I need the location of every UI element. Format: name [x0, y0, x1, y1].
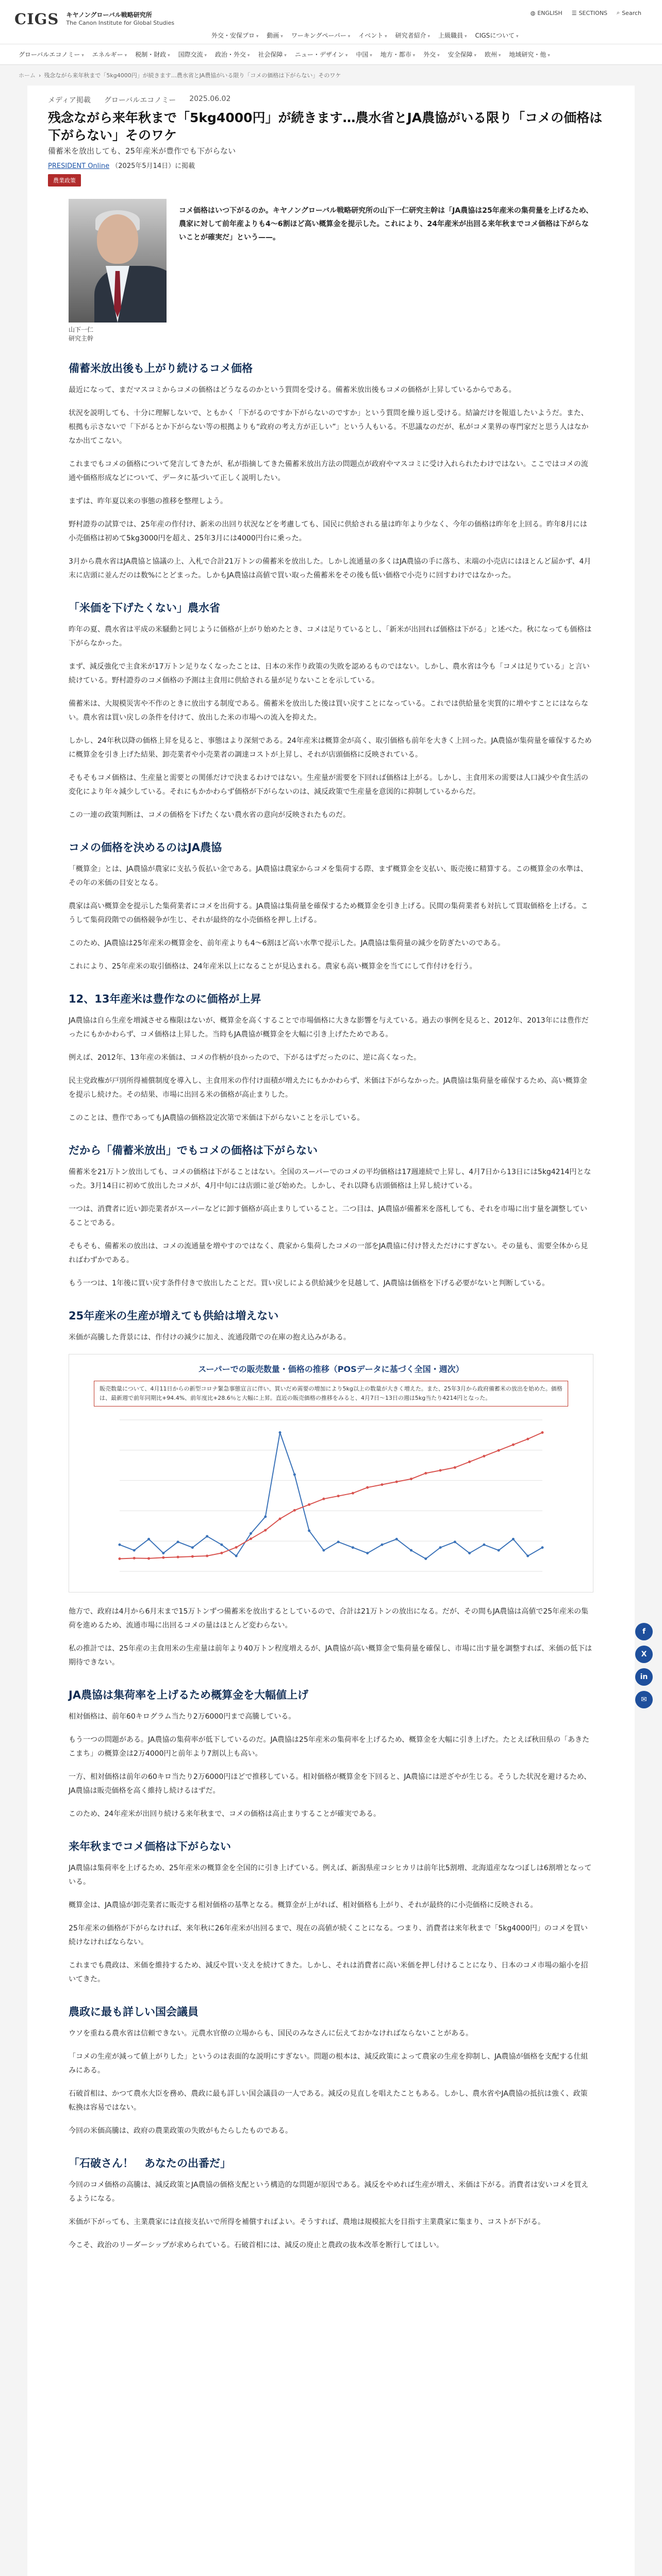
- utility-nav: [531, 9, 641, 16]
- article-body: [69, 361, 593, 1345]
- meta-theme[interactable]: グローバルエコノミー: [104, 96, 176, 105]
- quantity-point: [337, 1540, 340, 1543]
- page-title: 残念ながら来年秋まで「5kg4000円」が続きます…農水省とJA農協がいる限り「コメの価格は下がらない」そのワケ: [48, 110, 603, 143]
- quantity-point: [279, 1431, 282, 1434]
- paragraph: 一つは、消費者に近い卸売業者がスーパーなどに卸す価格が高止まりしていること。二つ目は、JA農協が備蓄米を落札しても、それを市場に出す量を調整していることである。: [69, 1205, 588, 1227]
- paragraph: そもそもコメ価格は、生産量と需要との関係だけで決まるわけではない。生産量が需要を下回れば価格は上がる。しかし、主食用米の需要は人口減少や食生活の変化により年々減少している。それにもかかわらず価格が下がらないのは、減反政策で生産量を意図的に抑制しているからだ。: [69, 774, 588, 796]
- paragraph: 農家は高い概算金を提示した集荷業者にコメを出荷する。JA農協は集荷量を確保するため概算金を引き上げる。民間の集荷業者も対抗して買取価格を上げる。こうして集荷段階での価格競争が生じ、それが最終的な小売価格を押し上げる。: [69, 902, 588, 924]
- quantity-point: [468, 1552, 471, 1554]
- language-link[interactable]: ◍ ENGLISH: [530, 9, 562, 16]
- author-photo: [69, 199, 167, 323]
- price-point: [395, 1481, 398, 1483]
- paragraph: 昨年の夏、農水省は平成の米騒動と同じように価格が上がり始めたとき、コメは足りているとし、「新米が出回れば価格は下がる」と述べた。秋になっても価格は下がらなかった。: [69, 625, 592, 648]
- paragraph: 状況を説明しても、十分に理解しないで、ともかく「下がるのですか下がらないのですか」という質問を繰り返し受ける。結論だけを報道したいようだ。また、根拠も示さないで「下がるとか下がらない等の根拠よりも“政府の考え方が正しい”」という人もいる。不思議なのだが、私がコメ業界の専門家だと思う人はなかなか出てこない。: [69, 409, 589, 445]
- price-point: [264, 1529, 267, 1532]
- nav-item[interactable]: CIGSについて ▾: [475, 31, 518, 40]
- article-body-continued: [69, 1605, 593, 2252]
- paragraph: 例えば、2012年、13年産の米価は、コメの作柄が良かったので、下がるはずだったのに、逆に高くなった。: [69, 1054, 421, 1062]
- paragraph: このため、24年産米が出回り続ける来年秋まで、コメの価格は高止まりすることが確実である。: [69, 1810, 380, 1818]
- category-item[interactable]: 社会保障 ▾: [258, 50, 286, 59]
- paragraph: そもそも、備蓄米の放出は、コメの流通量を増やすのではなく、農家から集荷したコメの一部をJA農協に付け替えただけにすぎない。その量も、需要全体から見ればわずかである。: [69, 1242, 588, 1264]
- paragraph: しかし、24年秋以降の価格上昇を見ると、事態はより深刻である。24年産米は概算金が高く、取引価格も前年を大きく上回った。JA農協が集荷量を確保するために概算金を引き上げた結果、卸売業者や小売業者の調達コストが上昇し、それが店頭価格に反映されている。: [69, 737, 592, 759]
- price-point: [220, 1552, 223, 1554]
- price-point: [177, 1556, 179, 1558]
- quantity-point: [293, 1473, 296, 1476]
- price-point: [541, 1431, 544, 1434]
- breadcrumb-separator: ›: [39, 72, 41, 79]
- quantity-point: [191, 1546, 194, 1549]
- quantity-point: [424, 1557, 427, 1560]
- paragraph: 今回の米価高騰は、政府の農業政策の失敗がもたらしたものである。: [69, 2127, 292, 2135]
- quantity-point: [410, 1549, 412, 1552]
- category-item[interactable]: 外交 ▾: [423, 50, 439, 59]
- menu-icon: ☰: [571, 9, 577, 16]
- paragraph: JA農協は自ら生産を増減させる権限はないが、概算金を高くすることで市場価格に大きな影響を与えている。過去の事例を見ると、2012年、2013年には豊作だったにもかかわらず、コメ価格は上昇した。当時もJA農協が概算金を大幅に引き上げたためである。: [69, 1016, 589, 1039]
- quantity-point: [526, 1555, 529, 1557]
- quantity-point: [133, 1549, 136, 1552]
- paragraph: もう一つの問題がある。JA農協の集荷率が低下しているのだ。JA農協は25年産米の集荷率を上げるため、概算金を大幅に引き上げた。たとえば秋田県の「あきたこまち」の概算金は2万4000円と前年より7割以上も高い。: [69, 1736, 590, 1758]
- nav-item[interactable]: 研究者紹介 ▾: [395, 31, 430, 40]
- publication-link[interactable]: PRESIDENT Online: [48, 162, 110, 170]
- paragraph: 概算金は、JA農協が卸売業者に販売する相対価格の基準となる。概算金が上がれば、相対価格も上がり、それが最終的に小売価格に反映される。: [69, 1901, 538, 1909]
- paragraph: まずは、昨年夏以来の事態の推移を整理しよう。: [69, 497, 227, 505]
- article: [27, 86, 635, 2576]
- section-heading: JA農協は集荷率を上げるため概算金を大幅値上げ: [69, 1689, 309, 1701]
- category-item[interactable]: 税制・財政 ▾: [135, 50, 170, 59]
- quantity-point: [250, 1532, 252, 1535]
- logo-line1: キヤノングローバル戦略研究所: [66, 11, 152, 19]
- author-name: 山下一仁: [69, 326, 94, 333]
- paragraph: 今回のコメ価格の高騰は、減反政策とJA農協の価格支配という構造的な問題が原因である。減反をやめれば生産が増え、米価は下がる。消費者は安いコメを買えるようになる。: [69, 2181, 589, 2203]
- search-icon: ⌕: [617, 9, 620, 16]
- quantity-point: [322, 1549, 325, 1552]
- quantity-point: [395, 1538, 398, 1540]
- paragraph: 「コメの生産が減って値上がりした」というのは表面的な説明にすぎない。問題の根本は、減反政策によって農家の生産を抑制し、JA農協が価格を支配する仕組みにある。: [69, 2053, 588, 2075]
- price-point: [352, 1492, 354, 1495]
- facebook-share-icon[interactable]: f: [635, 1623, 653, 1640]
- paragraph: 石破首相は、かつて農水大臣を務め、農政に最も詳しい国会議員の一人である。減反の見直しを唱えたこともある。しかし、農水省やJA農協の抵抗は強く、政策転換は容易ではない。: [69, 2090, 588, 2112]
- price-point: [293, 1509, 296, 1512]
- linkedin-share-icon[interactable]: in: [635, 1668, 653, 1686]
- breadcrumb: [0, 65, 662, 86]
- section-heading: だから「備蓄米放出」でもコメの価格は下がらない: [69, 1144, 318, 1157]
- section-heading: 「石破さん！ あなたの出番だ」: [69, 2157, 231, 2170]
- quantity-point: [380, 1544, 383, 1546]
- price-series-line: [120, 1433, 542, 1559]
- paragraph: 私の推計では、25年産の主食用米の生産量は前年より40万トン程度増えるが、JA農協が高い概算金で集荷量を確保し、市場に出す量を調整すれば、米価の低下は期待できない。: [69, 1645, 592, 1667]
- share-bar: [635, 1623, 653, 1708]
- category-item[interactable]: 地方・都市 ▾: [380, 50, 415, 59]
- quantity-point: [235, 1555, 238, 1557]
- quantity-point: [454, 1540, 456, 1543]
- section-heading: 25年産米の生産が増えても供給は増えない: [69, 1310, 279, 1322]
- meta-date: 2025.06.02: [189, 95, 231, 103]
- quantity-point: [308, 1530, 310, 1532]
- quantity-point: [498, 1549, 500, 1552]
- paragraph: 一方、相対価格は前年の60キロ当たり2万6000円ほどで推移している。相対価格が概算金を下回ると、JA農協には逆ざやが生じる。そうした状況を避けるため、JA農協は販売価格を高く維持し続けるはずだ。: [69, 1773, 591, 1795]
- price-point: [308, 1503, 310, 1506]
- paragraph: 備蓄米を21万トン放出しても、コメの価格は下がることはない。全国のスーパーでのコメの平均価格は17週連続で上昇し、4月7日から13日には5kg4214円となった。3月14日に初めて放出したコメが、4月中旬には店頭に並び始めた。しかし、それ以降も店頭価格は上昇し続けている。: [69, 1168, 591, 1190]
- quantity-point: [352, 1546, 354, 1549]
- price-point: [119, 1557, 121, 1560]
- nav-item[interactable]: ワーキングペーパー ▾: [291, 31, 350, 40]
- paragraph: 米価が下がっても、主業農家には直接支払いで所得を補償すればよい。そうすれば、農地は規模拡大を目指す主業農家に集まり、コストが下がる。: [69, 2218, 545, 2226]
- section-heading: 12、13年産米は豊作なのに価格が上昇: [69, 993, 261, 1005]
- breadcrumb-current: 残念ながら来年秋まで「5kg4000円」が続きます…農水省とJA農協がいる限り「コメの価格は下がらない」そのワケ: [44, 72, 341, 79]
- price-point: [366, 1486, 369, 1489]
- category-item[interactable]: エネルギー ▾: [92, 50, 127, 59]
- price-point: [498, 1449, 500, 1452]
- paragraph: JA農協は集荷率を上げるため、25年産米の概算金を全国的に引き上げている。例えば、新潟県産コシヒカリは前年比5割増、北海道産ななつぼしは6割増となっている。: [69, 1864, 592, 1886]
- global-nav: [211, 31, 518, 40]
- sales-chart-figure: [69, 1354, 593, 1592]
- price-point: [162, 1556, 164, 1559]
- chart-title: スーパーでの販売数量・価格の推移（POSデータに基づく全国・週次）: [198, 1364, 464, 1374]
- site-logo[interactable]: [14, 10, 174, 28]
- price-point: [206, 1554, 208, 1557]
- price-point: [191, 1555, 194, 1558]
- quantity-point: [162, 1552, 164, 1554]
- publication-line: [48, 160, 614, 170]
- page-subtitle: 備蓄米を放出しても、25年産米が豊作でも下がらない: [48, 146, 236, 156]
- quantity-point: [119, 1544, 121, 1546]
- paragraph: 今こそ、政治のリーダーシップが求められている。石破首相には、減反の廃止と農政の抜本改革を断行してほしい。: [69, 2241, 444, 2249]
- section-heading: コメの価格を決めるのはJA農協: [69, 841, 222, 854]
- quantity-point: [512, 1538, 515, 1540]
- price-point: [424, 1472, 427, 1475]
- price-point: [512, 1444, 515, 1446]
- quantity-point: [206, 1535, 208, 1537]
- globe-icon: ◍: [530, 9, 536, 16]
- price-point: [468, 1461, 471, 1463]
- section-heading: 「米価を下げたくない」農水省: [69, 602, 220, 614]
- category-item[interactable]: ニュー・デザイン ▾: [295, 50, 348, 59]
- paragraph: 米価が高騰した背景には、作付けの減少に加え、流通段階での在庫の抱え込みがある。: [69, 1333, 351, 1342]
- quantity-point: [439, 1546, 442, 1549]
- paragraph: これまでもコメの価格について発言してきたが、私が指摘してきた備蓄米放出方法の問題点が政府やマスコミに受け入れられたわけではない。ここではコメの流通や価格形成などについて、データに基づいて正しく説明したい。: [69, 460, 588, 482]
- category-item[interactable]: 安全保障 ▾: [448, 50, 476, 59]
- quantity-point: [220, 1544, 223, 1546]
- category-item[interactable]: 地域研究・他 ▾: [509, 50, 550, 59]
- section-heading: 農政に最も詳しい国会議員: [69, 2006, 198, 2018]
- quantity-point: [483, 1544, 485, 1546]
- price-point: [279, 1518, 282, 1520]
- section-heading: 備蓄米放出後も上がり続けるコメ価格: [69, 362, 253, 375]
- quantity-point: [147, 1538, 150, 1540]
- paragraph: 備蓄米は、大規模災害や不作のときに放出する制度である。備蓄米を放出した後は買い戻すことになっている。これでは供給量を実質的に増やすことにはならない。農水省は買い戻しの条件を付けて、放出した米の市場への流入を抑えた。: [69, 700, 588, 722]
- quantity-point: [366, 1552, 369, 1554]
- paragraph: 他方で、政府は4月から6月末まで15万トンずつ備蓄米を放出するとしているので、合計は21万トンの放出になる。だが、その間もJA農協は高値で25年産米の集荷を進めるため、流通市場に出回るコメの量はほとんど変わらない。: [69, 1607, 589, 1630]
- price-point: [147, 1557, 150, 1560]
- price-point: [235, 1546, 238, 1549]
- quantity-series-line: [120, 1433, 542, 1559]
- nav-item[interactable]: イベント ▾: [358, 31, 387, 40]
- price-point: [380, 1483, 383, 1486]
- article-meta: [48, 95, 614, 105]
- chart-area: [94, 1412, 568, 1584]
- price-point: [133, 1557, 136, 1560]
- paragraph: 最近になって、まだマスコミからコメの価格はどうなるのかという質問を受ける。備蓄米放出後もコメの価格が上昇しているからである。: [69, 386, 516, 394]
- meta-category[interactable]: メディア掲載: [48, 96, 91, 105]
- nav-item[interactable]: 動画 ▾: [267, 31, 283, 40]
- category-item[interactable]: 欧州 ▾: [485, 50, 501, 59]
- logo-line2: The Canon Institute for Global Studies: [66, 20, 175, 26]
- paragraph: 25年産米の価格が下がらなければ、来年秋に26年産米が出回るまで、現在の高値が続くことになる。つまり、消費者は来年秋まで「5kg4000円」のコメを買い続けなければならない。: [69, 1924, 588, 1946]
- chart-note: 販売数量について、4月11日からの新型コロナ緊急事態宣言に伴い、買いだめ需要の増加により5kg以上の数量が大きく増えた。また、25年3月から政府備蓄米の放出を始めた。価格は、最新週で前年同期比+94.4%、前年度比+28.6％と大幅に上昇。直近の販売価格の推移をみると、4月7日～13日の週は5kg当たり4214円となった。: [94, 1381, 568, 1406]
- paragraph: 「概算金」とは、JA農協が農家に支払う仮払い金である。JA農協は農家からコメを集荷する際、まず概算金を支払い、販売後に精算する。この概算金の水準は、その年の米価の目安となる。: [69, 865, 588, 887]
- paragraph: ウソを重ねる農水省は信頼できない。元農水官僚の立場からも、国民のみなさんに伝えておかなければならないことがある。: [69, 2029, 473, 2038]
- lead-block: [69, 199, 593, 343]
- publication-date: （2025年5月14日）に掲載: [111, 162, 195, 170]
- quantity-point: [264, 1515, 267, 1518]
- paragraph: まず、減反強化で主食米が17万トン足りなくなったことは、日本の米作り政策の失敗を認めるものではない。しかし、農水省は今も「コメは足りている」と言い続けている。野村證券のコメ価格の予測は主食用に供給される量が足りないことを示している。: [69, 663, 590, 685]
- x-share-icon[interactable]: X: [635, 1646, 653, 1663]
- nav-item[interactable]: 外交・安保プロ ▾: [211, 31, 258, 40]
- price-point: [526, 1438, 529, 1440]
- category-item[interactable]: 政治・外交 ▾: [215, 50, 250, 59]
- search-link[interactable]: ⌕ Search: [617, 9, 641, 16]
- category-nav: [0, 44, 662, 65]
- paragraph: この一連の政策判断は、コメの価格を下げたくない農水省の意向が反映されたものだ。: [69, 811, 350, 819]
- sections-link[interactable]: ☰ SECTIONS: [571, 9, 608, 16]
- paragraph: 相対価格は、前年60キログラム当たり2万6000円まで高騰している。: [69, 1713, 296, 1721]
- paragraph: もう一つは、1年後に買い戻す条件付きで放出したことだ。買い戻しによる供給減少を見越して、JA農協は価格を下げる必要がないと判断している。: [69, 1279, 550, 1287]
- price-point: [454, 1466, 456, 1469]
- price-point: [337, 1495, 340, 1497]
- paragraph: 野村證券の試算では、25年産の作付け、新米の出回り状況などを考慮しても、国民に供給される量は昨年より少なく、今年の価格は昨年を上回る。昨年8月には小売価格は初めて5kg3000円を超え、25年3月には4000円台に乗った。: [69, 520, 587, 543]
- topic-tag[interactable]: 農業政策: [48, 174, 81, 187]
- author-title: 研究主幹: [69, 335, 94, 342]
- site-header: [0, 0, 662, 44]
- paragraph: 民主党政権が戸別所得補償制度を導入し、主食用米の作付け面積が増えたにもかかわらず、米価は下がらなかった。JA農協は集荷量を確保するため、高い概算金を提示し続けた。その結果、市場に出回る米の価格が高止まりした。: [69, 1077, 587, 1099]
- section-heading: 来年秋までコメ価格は下がらない: [69, 1840, 231, 1853]
- mail-share-icon[interactable]: ✉: [635, 1691, 653, 1708]
- category-item[interactable]: 中国 ▾: [356, 50, 372, 59]
- category-item[interactable]: 国際交流 ▾: [178, 50, 207, 59]
- price-point: [250, 1537, 252, 1540]
- paragraph: このため、JA農協は25年産米の概算金を、前年産よりも4～6割ほど高い水準で提示した。JA農協は集荷量の減少を防ぎたいのである。: [69, 939, 505, 947]
- lead-text: コメ価格はいつ下がるのか。キヤノングローバル戦略研究所の山下一仁研究主幹は「JA農協は25年産米の集荷量を上げるため、農家に対して前年産よりも4～6割ほど高い概算金を提示した。これにより、24年産米が出回る来年秋までコメ価格は下がらないことが確実だ」という——。: [179, 207, 593, 242]
- quantity-point: [541, 1546, 544, 1549]
- author-photo-block: [69, 199, 167, 343]
- price-point: [322, 1498, 325, 1500]
- category-item[interactable]: グローバルエコノミー ▾: [19, 50, 84, 59]
- paragraph: 3月から農水省はJA農協と協議の上、入札で合計21万トンの備蓄米を放出した。しかし流通量の多くはJA農協の手に落ち、末端の小売店にはほとんど届かず、4月末に店頭に並んだのは数%にとどまった。しかもJA農協は高値で買い取った備蓄米をその後も低い価格で小売りに回すわけではなかった。: [69, 557, 591, 580]
- quantity-point: [177, 1540, 179, 1543]
- price-point: [410, 1478, 412, 1480]
- breadcrumb-home[interactable]: ホーム: [19, 72, 36, 79]
- logo-mark: CIGS: [14, 10, 59, 28]
- price-point: [483, 1455, 485, 1458]
- paragraph: このことは、豊作であってもJA農協の価格設定次第で米価は下がらないことを示している。: [69, 1114, 365, 1122]
- price-point: [439, 1469, 442, 1471]
- paragraph: これにより、25年産米の取引価格は、24年産米以上になることが見込まれる。農家も高い概算金を当てにして作付けを行う。: [69, 962, 477, 971]
- sales-price-chart: [94, 1412, 568, 1582]
- paragraph: これまでも農政は、米価を維持するため、減反や買い支えを続けてきた。しかし、それは消費者に高い米価を押し付けることになり、日本のコメ市場の縮小を招いてきた。: [69, 1961, 588, 1984]
- nav-item[interactable]: 上級職員 ▾: [438, 31, 467, 40]
